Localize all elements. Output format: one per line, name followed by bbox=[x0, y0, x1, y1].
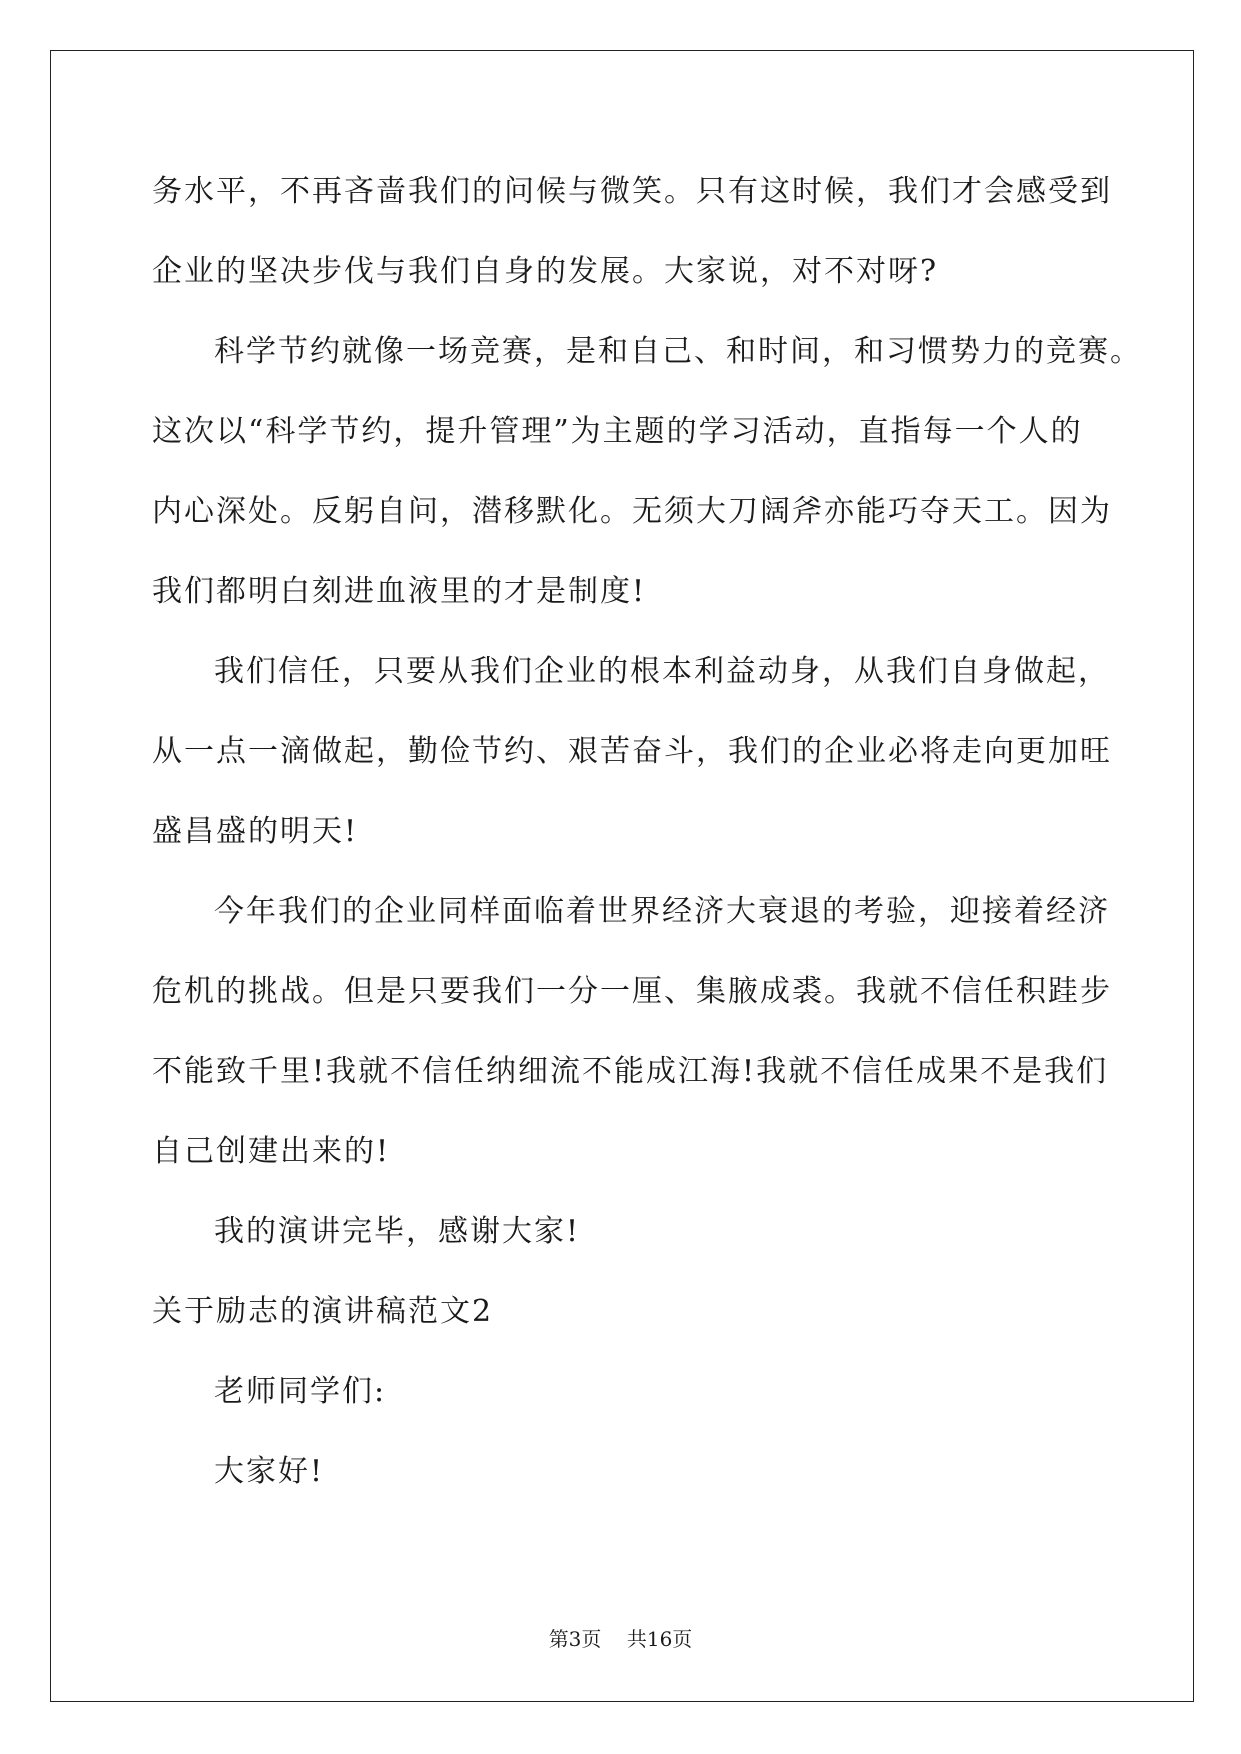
text-line: 务水平，不再吝啬我们的问候与微笑。只有这时候，我们才会感受到 bbox=[152, 174, 1112, 209]
text-line: 企业的坚决步伐与我们自身的发展。大家说，对不对呀? bbox=[152, 254, 939, 289]
text-line: 盛昌盛的明天! bbox=[152, 814, 359, 849]
text-line: 从一点一滴做起，勤俭节约、艰苦奋斗，我们的企业必将走向更加旺 bbox=[152, 734, 1112, 769]
salutation: 老师同学们: bbox=[214, 1374, 387, 1409]
paragraph-first-line: 我们信任，只要从我们企业的根本利益动身，从我们自身做起， bbox=[214, 654, 1110, 689]
text-line: 危机的挑战。但是只要我们一分一厘、集腋成裘。我就不信任积跬步 bbox=[152, 974, 1112, 1009]
text-line: 这次以“科学节约，提升管理”为主题的学习活动，直指每一个人的 bbox=[152, 414, 1083, 449]
paragraph-first-line: 科学节约就像一场竞赛，是和自己、和时间，和习惯势力的竞赛。 bbox=[214, 334, 1142, 369]
text-line: 内心深处。反躬自问，潜移默化。无须大刀阔斧亦能巧夺天工。因为 bbox=[152, 494, 1112, 529]
text-line: 不能致千里!我就不信任纳细流不能成江海!我就不信任成果不是我们 bbox=[152, 1054, 1109, 1089]
paragraph-first-line: 今年我们的企业同样面临着世界经济大衰退的考验，迎接着经济 bbox=[214, 894, 1110, 929]
page-number-footer: 第3页 共16页 bbox=[548, 1627, 693, 1651]
section-heading: 关于励志的演讲稿范文2 bbox=[152, 1294, 494, 1329]
paragraph-first-line: 我的演讲完毕，感谢大家! bbox=[214, 1214, 581, 1249]
text-line: 我们都明白刻进血液里的才是制度! bbox=[152, 574, 647, 609]
text-line: 自己创建出来的! bbox=[152, 1134, 391, 1169]
greeting: 大家好! bbox=[214, 1454, 325, 1489]
